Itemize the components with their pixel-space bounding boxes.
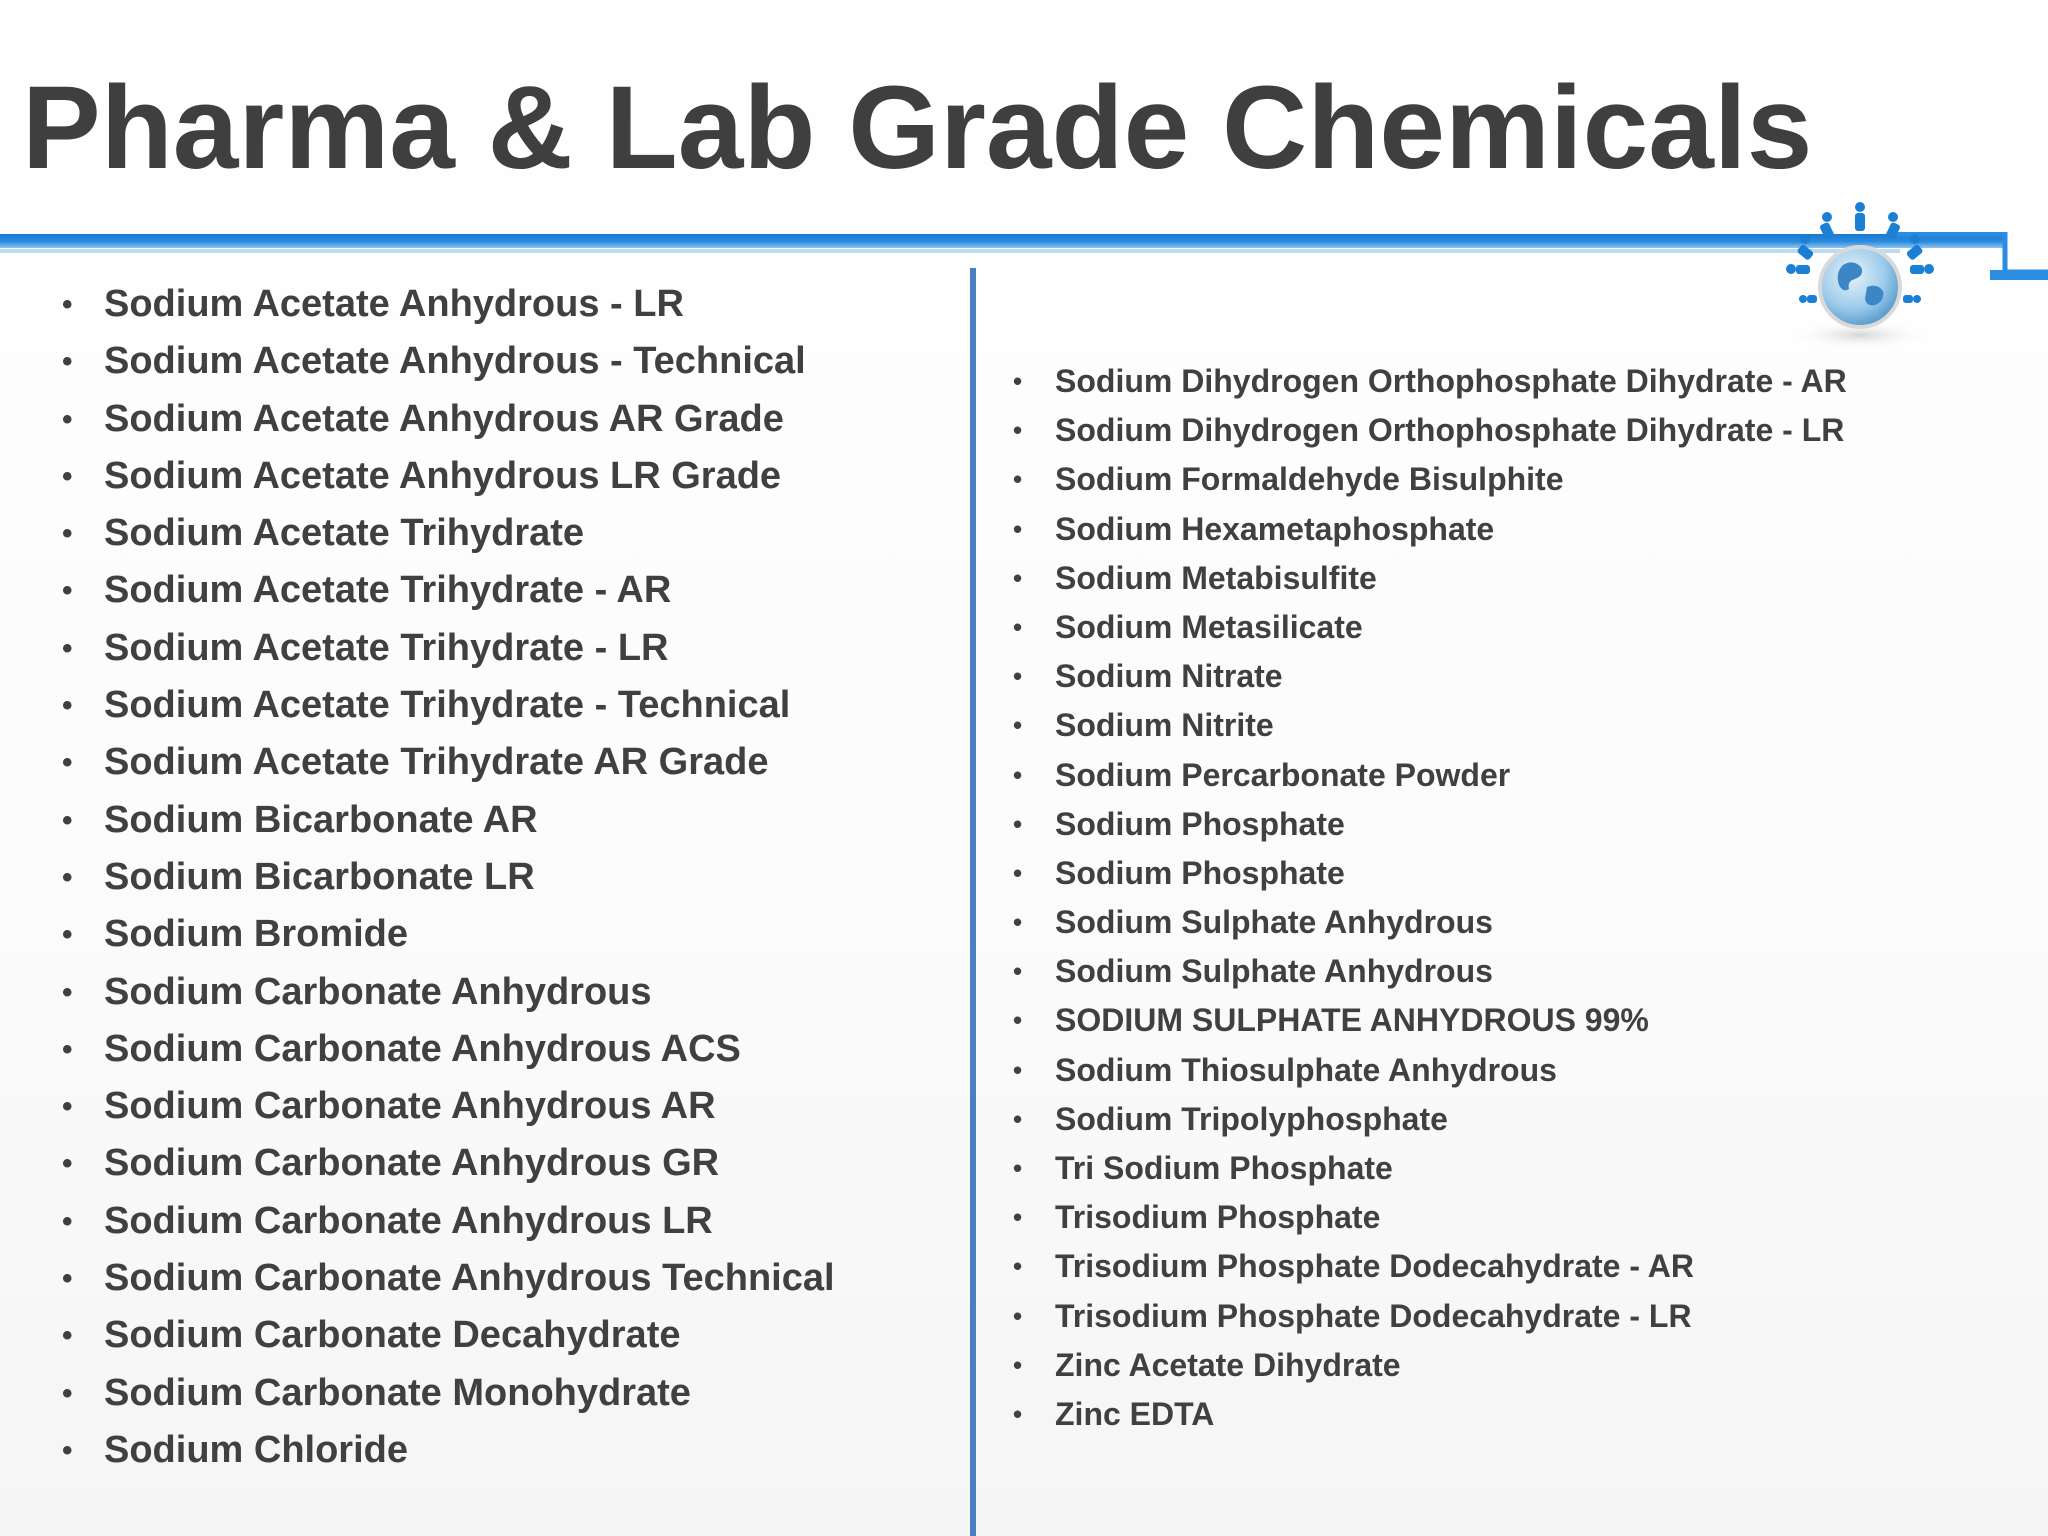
list-item [1013,800,1847,849]
bullet-icon: • [62,345,73,379]
list-item-label: Sodium Carbonate Anhydrous Technical [104,1257,835,1300]
bullet-icon: • [1013,907,1023,938]
list-item-label: Sodium Acetate Anhydrous LR Grade [104,454,782,497]
bullet-icon: • [62,402,73,436]
bullet-icon: • [62,803,73,837]
bullet-icon: • [62,1376,73,1410]
bullet-icon: • [62,860,73,894]
list-item [1013,455,1847,504]
list-item [62,1307,835,1364]
bullet-icon: • [62,517,73,551]
list-item [1013,1390,1847,1439]
bullet-icon: • [1013,611,1023,642]
list-item [1013,751,1847,800]
list-item [62,964,835,1021]
list-item [62,792,835,849]
bullet-icon: • [62,574,73,608]
chemical-list-right [1013,357,1847,1439]
bullet-icon: • [1013,1005,1023,1036]
bullet-icon: • [62,918,73,952]
list-item [1013,947,1847,996]
list-item [1013,406,1847,455]
bullet-icon: • [62,1433,73,1467]
list-item [1013,1292,1847,1341]
bullet-icon: • [1013,857,1023,888]
list-item [62,448,835,505]
list-item-label: Sodium Carbonate Decahydrate [104,1314,681,1357]
list-item-label: Sodium Metabisulfite [1055,559,1377,596]
list-item-label: Sodium Carbonate Monohydrate [104,1371,691,1414]
list-item-label: Zinc Acetate Dihydrate [1055,1346,1401,1383]
list-item-label: SODIUM SULPHATE ANHYDROUS 99% [1055,1002,1649,1039]
list-item-label: Sodium Phosphate [1055,854,1345,891]
list-item-label: Sodium Dihydrogen Orthophosphate Dihydrate - LR [1055,412,1845,449]
list-item-label: Sodium Acetate Anhydrous - Technical [104,340,806,383]
list-item-label: Sodium Bicarbonate LR [104,855,535,898]
list-item [62,333,835,390]
list-item-label: Sodium Acetate Trihydrate - AR [104,569,672,612]
list-item-label: Sodium Carbonate Anhydrous ACS [104,1027,741,1070]
list-item-label: Sodium Thiosulphate Anhydrous [1055,1051,1557,1088]
bullet-icon: • [1013,366,1023,396]
chemical-list-left [62,276,835,1479]
list-item [1013,505,1847,554]
list-item-label: Sodium Hexametaphosphate [1055,510,1495,547]
list-item [62,1422,835,1479]
list-item-label: Sodium Acetate Trihydrate - Technical [104,684,791,727]
list-item-label: Trisodium Phosphate Dodecahydrate - LR [1055,1297,1692,1334]
list-item [1013,1242,1847,1291]
list-item-label: Sodium Acetate Anhydrous AR Grade [104,397,784,440]
header-band [0,232,2000,268]
list-item [1013,1046,1847,1095]
bullet-icon: • [62,746,73,780]
bullet-icon: • [62,1032,73,1066]
list-item-label: Sodium Carbonate Anhydrous LR [104,1199,713,1242]
list-item [1013,1095,1847,1144]
list-item [62,849,835,906]
bullet-icon: • [62,631,73,665]
list-item-label: Sodium Nitrate [1055,658,1283,695]
bullet-icon: • [1013,1398,1023,1429]
list-item-label: Sodium Chloride [104,1428,408,1471]
list-item [62,1078,835,1135]
list-item-label: Trisodium Phosphate [1055,1199,1381,1236]
bullet-icon: • [1013,1153,1023,1183]
list-item [1013,603,1847,652]
list-item-label: Sodium Tripolyphosphate [1055,1100,1448,1137]
list-item [62,391,835,448]
list-item [1013,1193,1847,1242]
list-item [62,562,835,619]
bullet-icon: • [1013,759,1023,790]
list-item-label: Sodium Percarbonate Powder [1055,756,1511,793]
bullet-icon: • [1013,1103,1023,1134]
list-item-label: Sodium Phosphate [1055,805,1345,842]
list-item-label: Sodium Carbonate Anhydrous GR [104,1142,720,1185]
list-item [1013,1144,1847,1193]
list-item-label: Sodium Sulphate Anhydrous [1055,953,1493,990]
list-item-label: Sodium Acetate Anhydrous - LR [104,283,684,325]
bullet-icon: • [62,1319,73,1353]
globe-people-icon [1765,195,1955,355]
list-item [62,906,835,963]
list-item-label: Sodium Nitrite [1055,707,1274,744]
list-item [1013,357,1847,406]
list-item [1013,554,1847,603]
bullet-icon: • [1013,1202,1023,1233]
bullet-icon: • [62,1204,73,1238]
bullet-icon: • [1013,661,1023,692]
list-item-label: Zinc EDTA [1055,1395,1215,1432]
bullet-icon: • [1013,1300,1023,1331]
list-item-label: Sodium Dihydrogen Orthophosphate Dihydrate - AR [1055,363,1847,399]
list-item-label: Sodium Carbonate Anhydrous AR [104,1085,716,1128]
list-item-label: Sodium Bicarbonate AR [104,798,538,841]
list-item [1013,1341,1847,1390]
list-item-label: Sodium Formaldehyde Bisulphite [1055,461,1564,498]
list-item-label: Sodium Acetate Trihydrate AR Grade [104,741,769,784]
list-item [62,1021,835,1078]
list-item [62,734,835,791]
list-item-label: Trisodium Phosphate Dodecahydrate - AR [1055,1248,1694,1285]
list-item [1013,898,1847,947]
bullet-icon: • [1013,415,1023,446]
bullet-icon: • [62,1147,73,1181]
bullet-icon: • [1013,513,1023,544]
bullet-icon: • [62,459,73,493]
list-item-label: Sodium Bromide [104,913,409,956]
bullet-icon: • [62,1090,73,1124]
list-item [1013,652,1847,701]
list-item [1013,701,1847,750]
bullet-icon: • [62,975,73,1009]
list-item-label: Sodium Metasilicate [1055,608,1363,645]
bullet-icon: • [1013,1349,1023,1380]
bullet-icon: • [1013,464,1023,495]
bullet-icon: • [1013,808,1023,839]
list-item [1013,849,1847,898]
list-item [62,1135,835,1192]
list-item [62,505,835,562]
bullet-icon: • [62,288,73,321]
list-item [1013,996,1847,1045]
bullet-icon: • [62,689,73,723]
list-item [62,276,835,333]
list-item [62,677,835,734]
list-item-label: Sodium Acetate Trihydrate [104,512,585,555]
bullet-icon: • [1013,710,1023,741]
list-item-label: Sodium Carbonate Anhydrous [104,970,652,1013]
list-item-label: Tri Sodium Phosphate [1055,1150,1393,1186]
list-item [62,1365,835,1422]
column-divider [970,268,976,1536]
bullet-icon: • [62,1262,73,1296]
bullet-icon: • [1013,956,1023,987]
bullet-icon: • [1013,562,1023,593]
page-title: Pharma & Lab Grade Chemicals [22,62,1813,194]
list-item-label: Sodium Sulphate Anhydrous [1055,904,1493,941]
list-item [62,620,835,677]
bullet-icon: • [1013,1251,1023,1282]
list-item [62,1250,835,1307]
bullet-icon: • [1013,1054,1023,1085]
list-item [62,1193,835,1250]
list-item-label: Sodium Acetate Trihydrate - LR [104,626,669,669]
